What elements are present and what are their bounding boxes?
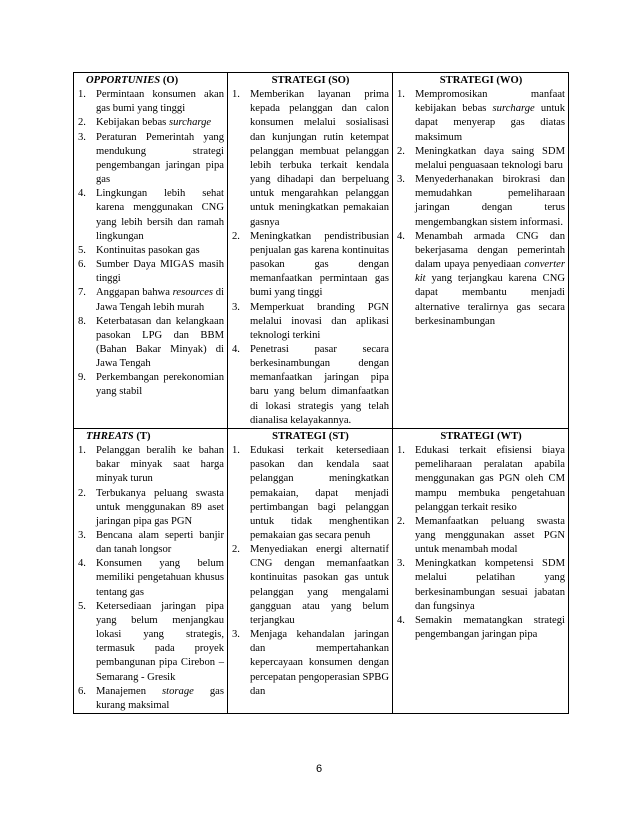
cell-header [397, 430, 565, 444]
item-list [232, 444, 389, 699]
list-item-text: Memperkuat branding PGN melalui inovasi dan aplikasi teknologi terkini [250, 301, 389, 341]
list-item-number: 1. [78, 445, 86, 457]
list-item-text: Semakin mematangkan strategi pengembangan jaringan pipa [415, 614, 565, 641]
list-item [397, 173, 565, 230]
list-item [232, 343, 389, 428]
list-item [78, 315, 224, 372]
list-item [397, 145, 565, 173]
list-item-number: 4. [397, 230, 405, 242]
cell-header-title: THREATS [86, 430, 134, 442]
list-item [232, 301, 389, 343]
cell-header-tag: (O) [162, 75, 179, 86]
list-item [397, 614, 565, 642]
list-item-text: Kontinuitas pasokan gas [96, 244, 200, 256]
list-item-text: Menambah armada CNG dan bekerjasama dengan pemerintah dalam upaya penyediaan converter kit yang terjangkau karena CNG dapat membantu menjadi alternative teralirnya gas secara berkesinambungan [415, 230, 565, 327]
list-item [397, 444, 565, 515]
list-item-text: Menyederhanakan birokrasi dan memudahkan pemeliharaan jaringan dengan terus mengembangkan sistem informasi. [415, 174, 565, 228]
list-item-number: 3. [232, 301, 240, 313]
list-item [78, 487, 224, 529]
list-item [232, 230, 389, 301]
list-item-text: Memberikan layanan prima kepada pelanggan dan calon konsumen melalui sosialisasi dan kunjungan rutin ketempat pelanggan membuat pelanggan lebih terbuka terkait kendala yang dihadapi dan berpeluang untuk mengarahkan pelanggan untuk meningkatkan pemakaian gasnya [250, 89, 389, 228]
list-item-text: Manajemen storage gas kurang maksimal [96, 685, 224, 711]
list-item [397, 557, 565, 614]
list-item-number: 6. [78, 259, 86, 271]
item-list [78, 444, 224, 713]
list-item-number: 7. [78, 287, 86, 299]
list-item-text: Peraturan Pemerintah yang mendukung strategi pengembangan jaringan pipa gas [96, 131, 224, 186]
list-item-number: 6. [78, 685, 86, 697]
list-item-text: Meningkatkan pendistribusian penjualan gas karena kontinuitas pasokan gas dengan memanfaatkan permintaan gas bumi yang tinggi [250, 230, 389, 299]
list-item-number: 2. [232, 544, 240, 556]
list-item [78, 529, 224, 557]
opportunities-row [74, 73, 569, 429]
list-item-number: 2. [397, 515, 405, 527]
list-item-number: 4. [78, 188, 86, 200]
list-item-text: Keterbatasan dan kelangkaan pasokan LPG dan BBM (Bahan Bakar Minyak) di Jawa Tengah [96, 315, 224, 370]
list-item [232, 88, 389, 230]
cell-header [232, 74, 389, 88]
list-item-text: Penetrasi pasar secara berkesinambungan dengan memanfaatkan jaringan pipa baru yang belum dimanfaatkan di lokasi strategis yang telah dianalisa kelayakannya. [250, 343, 389, 426]
list-item-text: Meningkatkan kompetensi SDM melalui pelatihan yang berkesinambungan sesuai jabatan dan fungsinya [415, 558, 565, 612]
list-item-number: 5. [78, 600, 86, 612]
threats-row [74, 428, 569, 713]
list-item-text: Sumber Daya MIGAS masih tinggi [96, 259, 224, 285]
list-item [232, 543, 389, 628]
list-item-text: Menjaga kehandalan jaringan dan mempertahankan kepercayaan konsumen dengan percepatan pengoperasian SPBG dan [250, 629, 389, 697]
list-item [78, 258, 224, 286]
list-item [78, 286, 224, 314]
list-item-text: Bencana alam seperti banjir dan tanah longsor [96, 530, 224, 556]
list-item [78, 131, 224, 188]
list-item-number: 1. [232, 89, 240, 101]
strategy-wo-cell [393, 73, 569, 429]
list-item-text: Menyediakan energi alternatif CNG dengan memanfaatkan kontinuitas pasokan gas untuk pelanggan yang mengalami gangguan atau yang belum terjangkau [250, 544, 389, 626]
list-item-number: 8. [78, 315, 86, 327]
list-item-number: 2. [397, 145, 405, 157]
cell-header-tag: (SO) [328, 75, 350, 86]
list-item-number: 3. [232, 629, 240, 641]
strategy-so-cell [228, 73, 393, 429]
list-item-text: Permintaan konsumen akan gas bumi yang tinggi [96, 89, 224, 115]
list-item-number: 1. [78, 89, 86, 101]
list-item [78, 116, 224, 130]
list-item [232, 444, 389, 543]
list-item-text: Anggapan bahwa resources di Jawa Tengah lebih murah [96, 287, 225, 313]
item-list [78, 88, 224, 399]
list-item [78, 371, 224, 399]
swot-table [73, 72, 569, 714]
list-item-number: 9. [78, 372, 86, 384]
list-item-number: 1. [232, 445, 240, 457]
list-item [78, 187, 224, 244]
cell-header-title: STRATEGI [439, 75, 494, 86]
list-item-text: Kebijakan bebas surcharge [96, 117, 212, 129]
list-item-text: Konsumen yang belum memiliki pengetahuan khusus tentang gas [96, 558, 224, 598]
list-item [397, 230, 565, 329]
list-item [397, 88, 565, 145]
list-item-number: 1. [397, 89, 405, 101]
list-item-text: Memanfaatkan peluang swasta yang menggunakan asset PGN untuk menambah modal [415, 515, 565, 556]
cell-header-tag: (ST) [328, 430, 349, 442]
list-item-number: 3. [78, 530, 86, 541]
strategy-st-cell [228, 428, 393, 713]
list-item [78, 444, 224, 486]
cell-header-title: STRATEGI [440, 430, 495, 442]
list-item-number: 3. [397, 558, 405, 570]
list-item-number: 2. [78, 117, 86, 129]
cell-header-title: STRATEGI [272, 430, 327, 442]
item-list [397, 444, 565, 642]
list-item [78, 557, 224, 599]
cell-header-tag: (T) [136, 430, 151, 442]
threats-cell [74, 428, 228, 713]
cell-header-title: OPPORTUNIES [86, 75, 161, 86]
list-item [78, 600, 224, 685]
list-item [78, 88, 224, 116]
list-item-number: 3. [78, 131, 86, 143]
list-item-text: Mempromosikan manfaat kebijakan bebas surcharge untuk dapat menyerap gas diatas maksimum [415, 89, 565, 143]
list-item-number: 1. [397, 445, 405, 457]
list-item-text: Terbukanya peluang swasta untuk menggunakan 89 aset jaringan pipa gas PGN [96, 487, 224, 527]
opportunities-cell [74, 73, 228, 429]
list-item-number: 2. [78, 487, 86, 499]
cell-header-tag: (WO) [496, 75, 523, 86]
cell-header [78, 430, 224, 444]
list-item [232, 628, 389, 699]
list-item-text: Lingkungan lebih sehat karena menggunakan CNG yang lebih bersih dan ramah lingkungan [96, 188, 224, 242]
cell-header-tag: (WT) [496, 430, 522, 442]
list-item [397, 515, 565, 557]
list-item-text: Ketersediaan jaringan pipa yang belum menjangkau lokasi yang strategis, termasuk pada proyek pembangunan pipa Cirebon – Semarang - Gresik [96, 600, 224, 683]
strategy-wt-cell [393, 428, 569, 713]
cell-header [232, 430, 389, 444]
list-item-text: Perkembangan perekonomian yang stabil [96, 372, 224, 398]
list-item-text: Pelanggan beralih ke bahan bakar minyak saat harga minyak turun [96, 445, 224, 485]
list-item-number: 5. [78, 244, 86, 256]
cell-header [78, 74, 224, 88]
list-item-text: Meningkatkan daya saing SDM melalui penguasaan teknologi baru [415, 145, 565, 171]
list-item-number: 4. [78, 558, 86, 570]
list-item-number: 4. [232, 343, 240, 355]
page-number: 6 [315, 763, 323, 775]
cell-header [397, 74, 565, 88]
list-item-number: 3. [397, 174, 405, 186]
list-item-text: Edukasi terkait efisiensi biaya pemeliharaan peralatan apabila menggunakan gas PGN oleh CM mampu membuka pengetahuan pelanggan terkait resiko [415, 445, 565, 513]
list-item-number: 2. [232, 230, 240, 242]
cell-header-title: STRATEGI [271, 75, 326, 86]
list-item [78, 244, 224, 258]
list-item-text: Edukasi terkait ketersediaan pasokan dan kendala saat pelanggan meningkatkan pemakaian, dapat menjadi pertimbangan bagi pelanggan untuk tidak menghentikan pemakaian gas secara penuh [250, 445, 389, 541]
item-list [397, 88, 565, 329]
item-list [232, 88, 389, 428]
list-item [78, 685, 224, 713]
list-item-number: 4. [397, 614, 405, 626]
